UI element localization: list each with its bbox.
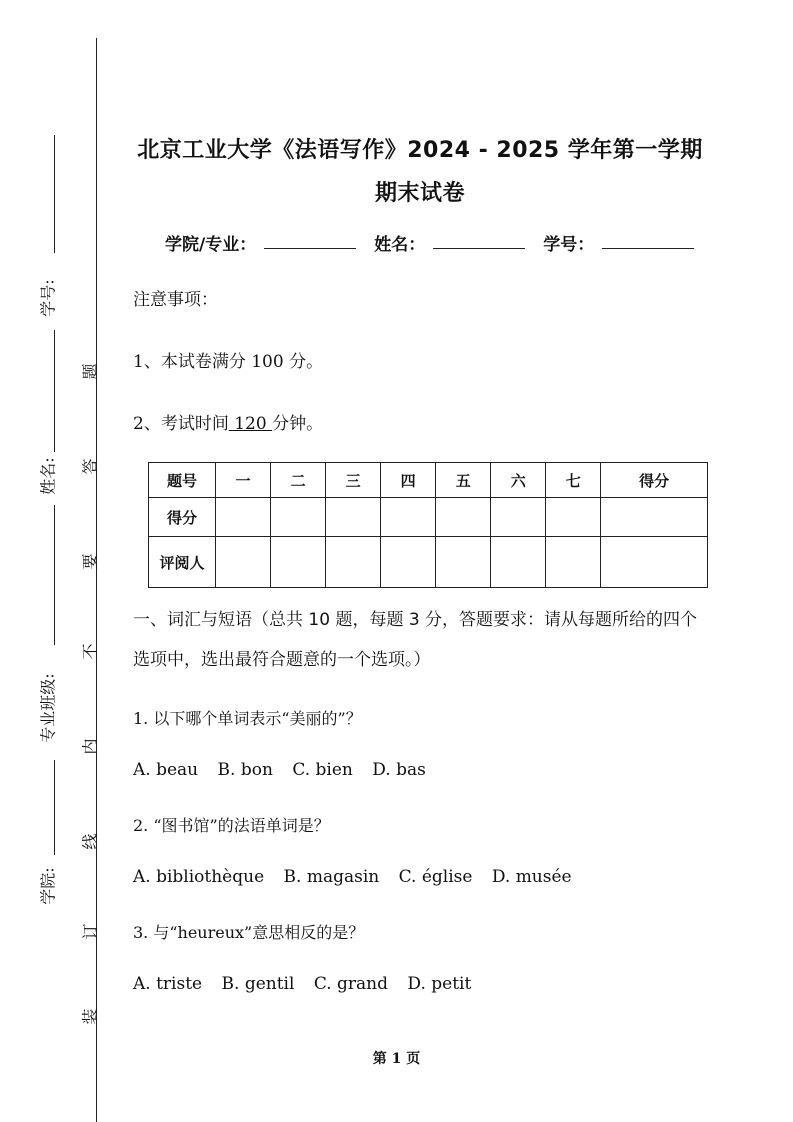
table-header-cell: 七	[546, 463, 601, 498]
student-id-blank	[54, 135, 55, 253]
exam-duration: 120	[228, 414, 273, 434]
seal-char: 题	[80, 363, 100, 380]
reviewer-cell[interactable]	[601, 537, 708, 588]
note-item-2-suffix: 分钟。	[272, 414, 324, 434]
question-2-options	[133, 867, 586, 887]
table-header-cell: 得分	[601, 463, 708, 498]
question-1: 1. 以下哪个单词表示“美丽的”？	[133, 709, 362, 728]
note-item-1: 1、本试卷满分 100 分。	[133, 352, 324, 372]
option[interactable]: B. bon	[217, 760, 273, 780]
reviewer-cell[interactable]	[216, 537, 271, 588]
page-number: 第 1 页	[372, 1051, 421, 1067]
score-cell[interactable]	[436, 498, 491, 537]
score-cell[interactable]	[271, 498, 326, 537]
score-cell[interactable]	[546, 498, 601, 537]
reviewer-row	[149, 537, 708, 588]
seal-char: 答	[80, 458, 100, 475]
question-3: 3. 与“heureux”意思相反的是？	[133, 923, 365, 942]
major-class-blank	[54, 505, 55, 645]
table-header-cell: 三	[326, 463, 381, 498]
table-header-cell: 一	[216, 463, 271, 498]
option[interactable]: A. bibliothèque	[133, 867, 265, 887]
seal-char: 装	[80, 1008, 100, 1025]
binding-line	[96, 38, 97, 1122]
option[interactable]: B. gentil	[221, 974, 295, 994]
seal-char: 内	[80, 738, 100, 755]
score-table-header-row	[149, 463, 708, 498]
score-cell[interactable]	[601, 498, 708, 537]
name-label: 姓名：	[374, 235, 426, 255]
score-cell[interactable]	[381, 498, 436, 537]
name-blank	[54, 330, 55, 452]
college-major-field[interactable]	[264, 230, 356, 249]
reviewer-cell[interactable]	[271, 537, 326, 588]
reviewer-cell[interactable]	[491, 537, 546, 588]
reviewer-cell[interactable]	[436, 537, 491, 588]
question-3-options	[133, 974, 485, 994]
seal-char: 不	[80, 643, 100, 660]
college-major-label: 学院/专业：	[165, 235, 257, 255]
note-item-2-prefix: 2、考试时间	[133, 414, 229, 434]
table-header-cell: 二	[271, 463, 326, 498]
table-header-cell: 五	[436, 463, 491, 498]
reviewer-cell[interactable]	[381, 537, 436, 588]
margin-student-id-label: 学号:	[38, 279, 58, 317]
note-item-2	[133, 409, 323, 434]
score-row	[149, 498, 708, 537]
student-id-label: 学号：	[543, 235, 595, 255]
margin-college-label: 学院:	[38, 867, 58, 905]
question-2: 2. “图书馆”的法语单词是？	[133, 816, 330, 835]
option[interactable]: A. beau	[133, 760, 199, 780]
student-id-field[interactable]	[602, 230, 694, 249]
score-cell[interactable]	[491, 498, 546, 537]
college-blank	[54, 760, 55, 855]
option[interactable]: C. église	[398, 867, 473, 887]
option[interactable]: D. petit	[407, 974, 472, 994]
margin-major-class-label: 专业班级:	[38, 673, 58, 743]
question-1-options	[133, 760, 440, 780]
option[interactable]: D. musée	[491, 867, 572, 887]
name-field[interactable]	[433, 230, 525, 249]
table-header-cell: 四	[381, 463, 436, 498]
reviewer-cell[interactable]	[326, 537, 381, 588]
score-cell[interactable]	[326, 498, 381, 537]
row-label: 评阅人	[149, 537, 216, 588]
option[interactable]: B. magasin	[283, 867, 380, 887]
row-label: 得分	[149, 498, 216, 537]
reviewer-cell[interactable]	[546, 537, 601, 588]
option[interactable]: A. triste	[133, 974, 203, 994]
exam-title: 北京工业大学《法语写作》2024 - 2025 学年第一学期	[137, 138, 703, 163]
option[interactable]: D. bas	[372, 760, 426, 780]
option[interactable]: C. bien	[292, 760, 353, 780]
seal-char: 线	[80, 833, 100, 850]
exam-subtitle: 期末试卷	[374, 181, 465, 206]
section-1-heading: 一、词汇与短语（总共 10 题，每题 3 分，答题要求：请从每题所给的四个选项中，选出最符合题意的一个选项。）	[133, 610, 698, 670]
score-cell[interactable]	[216, 498, 271, 537]
seal-char: 要	[80, 553, 100, 570]
notes-heading: 注意事项：	[133, 290, 218, 310]
student-info-row	[165, 230, 704, 255]
table-header-cell: 题号	[149, 463, 216, 498]
table-header-cell: 六	[491, 463, 546, 498]
score-table	[148, 462, 708, 588]
margin-name-label: 姓名:	[38, 457, 58, 495]
seal-char: 订	[80, 923, 100, 940]
option[interactable]: C. grand	[313, 974, 389, 994]
